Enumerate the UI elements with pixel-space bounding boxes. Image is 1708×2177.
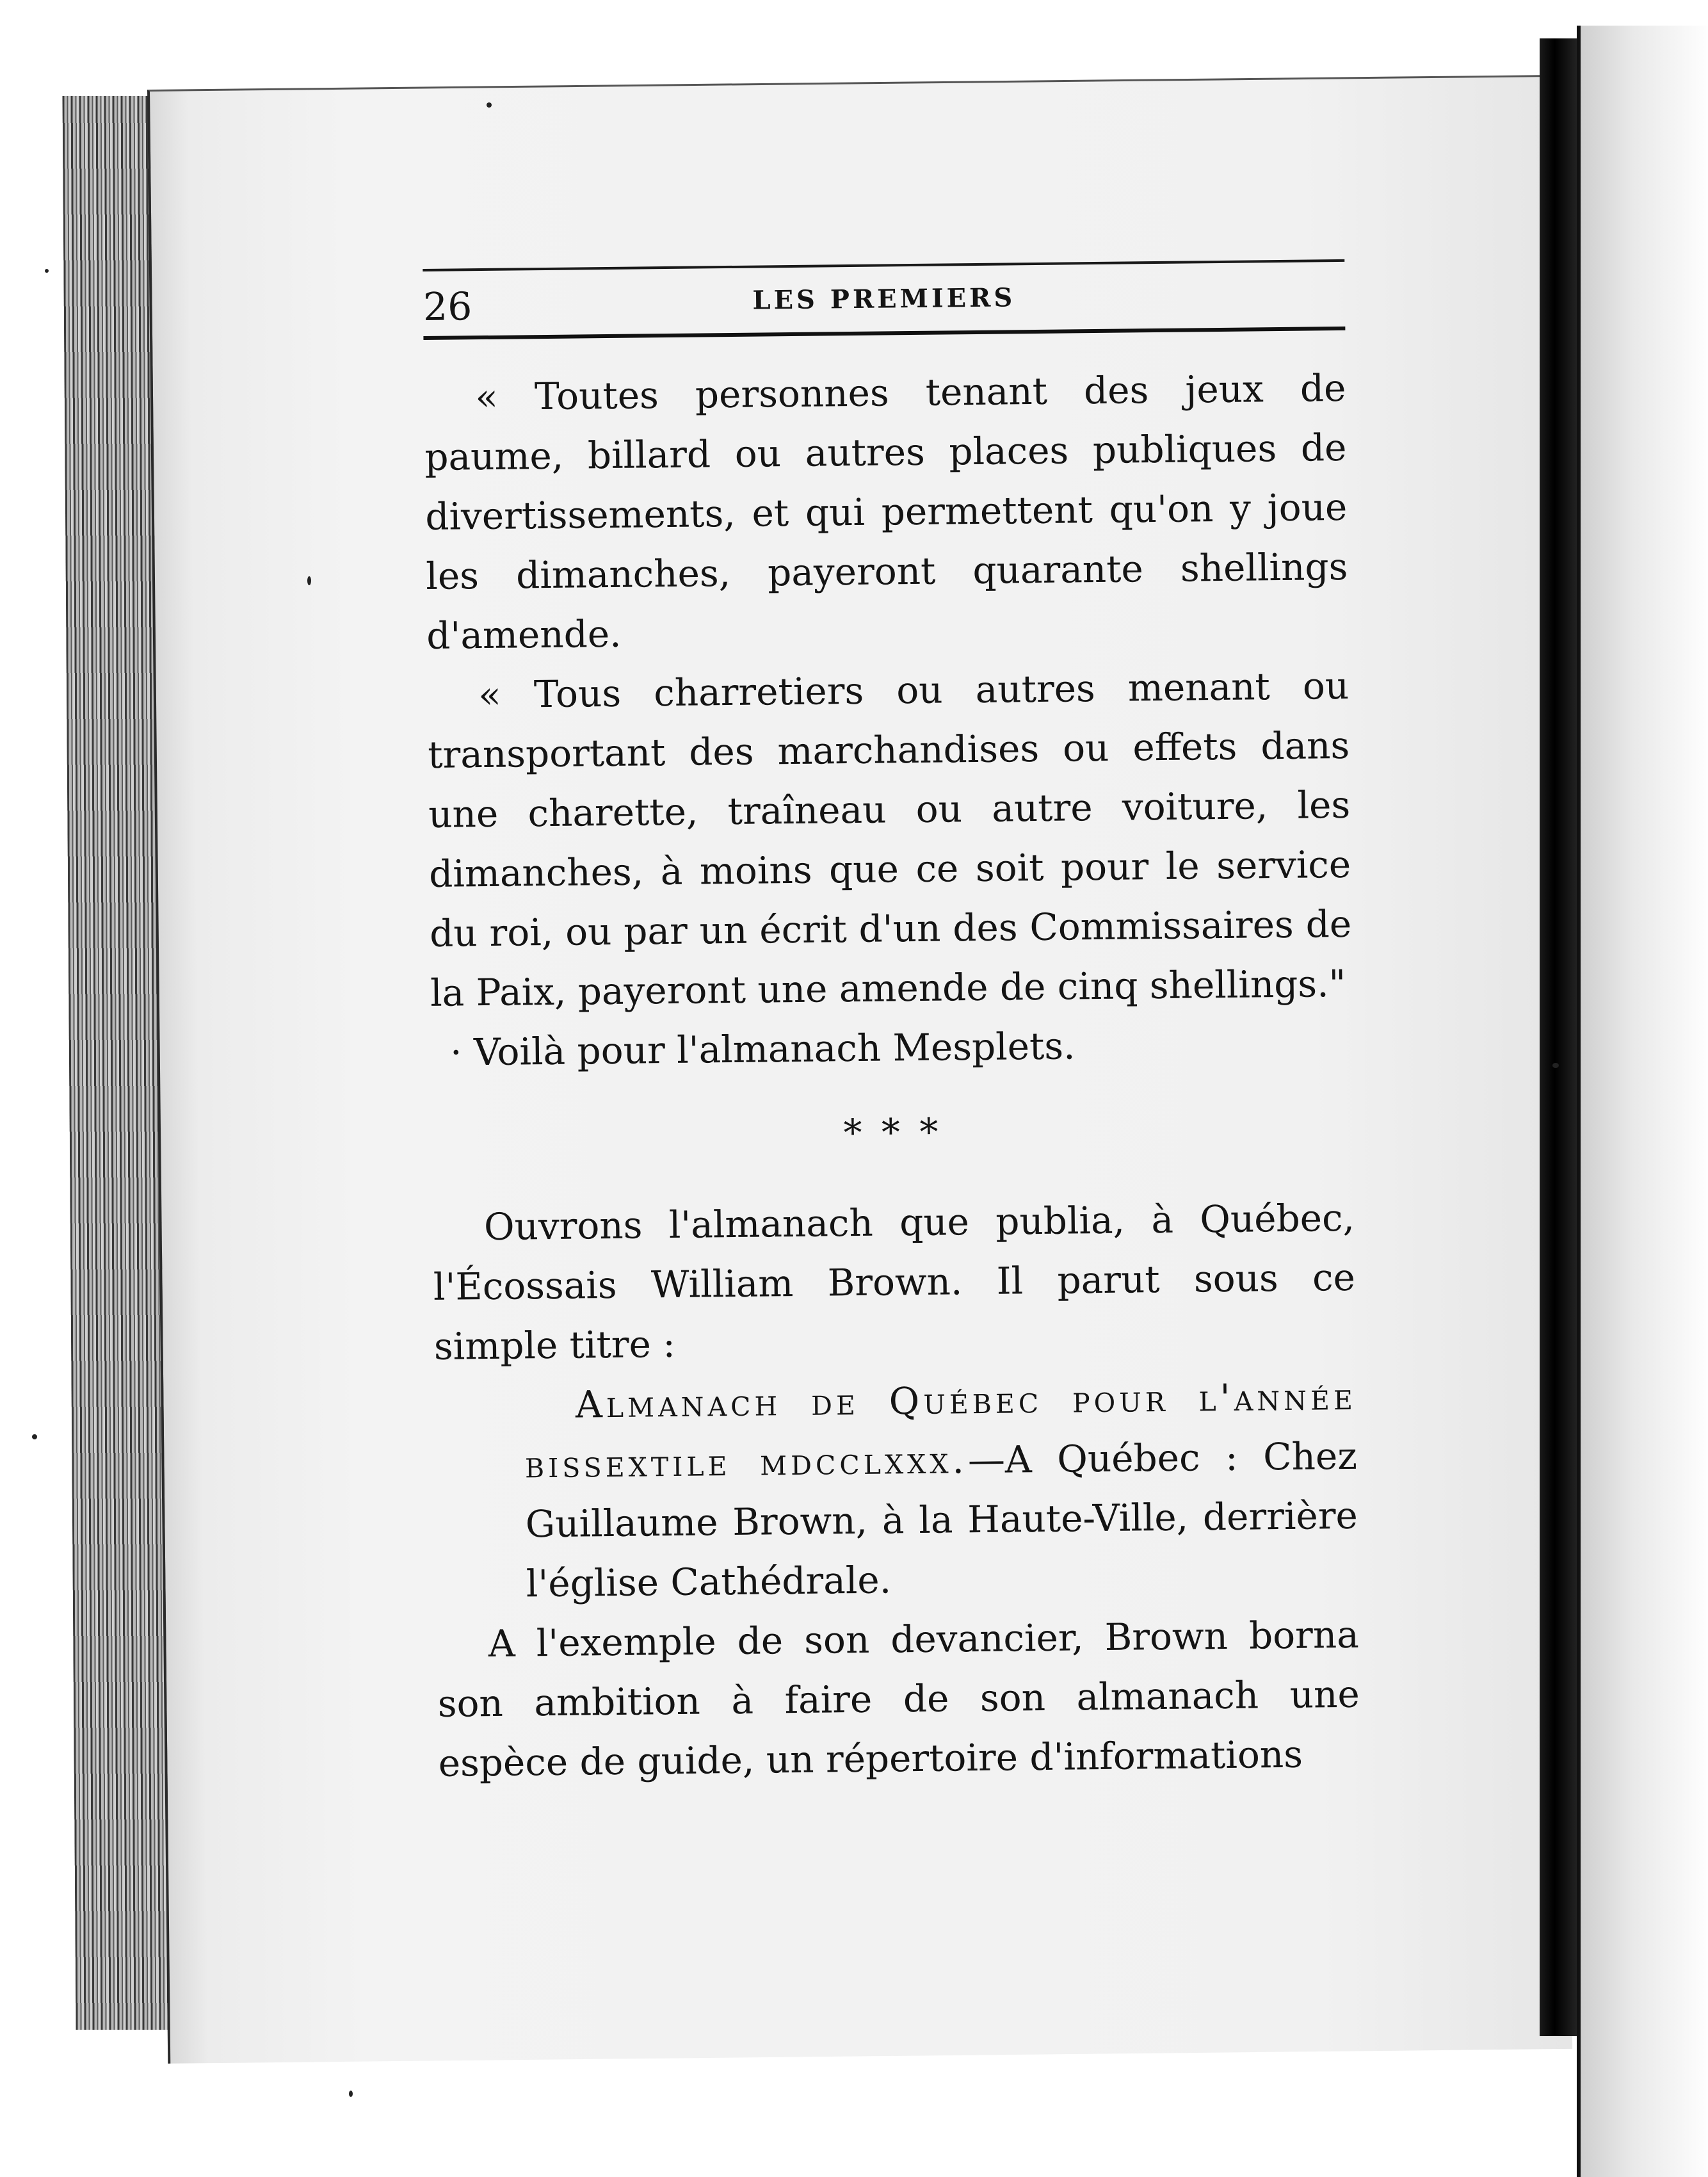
title-entry xyxy=(434,1367,1358,1615)
paragraph: « Toutes personnes tenant des jeux de paume, billard ou autres places publiques de divertissements, et qui permettent qu'on y joue les dimanches, payeront quarante shellings d'amende. xyxy=(424,366,1348,658)
book-spine xyxy=(1540,38,1577,2036)
page-number: 26 xyxy=(423,284,472,330)
title-entry-rest: —A Québec : Chez Guillaume Brown, à la Haute-Ville, derrière l'église Cathédrale. xyxy=(525,1434,1358,1606)
paragraph: « Tous charretiers ou autres menant ou transportant des marchandises ou effets dans une charette, traîneau ou autre voiture, les dimanches, à moins que ce soit pour le service du roi, ou par un écrit d'un des Commissaires de la Paix, payeront une amende de cinq shellings." xyxy=(427,663,1352,1015)
running-title: LES PREMIERS xyxy=(752,282,1016,316)
asterism xyxy=(431,1105,1354,1160)
title-entry-smallcaps: Almanach de Québec pour l'année bissextile mdcclxxx. xyxy=(524,1374,1357,1487)
asterism-glyph: * * * xyxy=(843,1110,942,1155)
running-header xyxy=(423,275,1346,336)
adjacent-page-edge xyxy=(1577,26,1708,2177)
body-text xyxy=(424,359,1360,1793)
paragraph: · Voilà pour l'almanach Mesplets. xyxy=(449,1024,1076,1074)
paragraph: A l'exemple de son devancier, Brown borna son ambition à faire de son almanach une espèce de guide, un répertoire d'informations xyxy=(437,1612,1360,1785)
paragraph: Ouvrons l'almanach que publia, à Québec, l'Écossais William Brown. Il parut sous ce simple titre : xyxy=(433,1195,1356,1368)
